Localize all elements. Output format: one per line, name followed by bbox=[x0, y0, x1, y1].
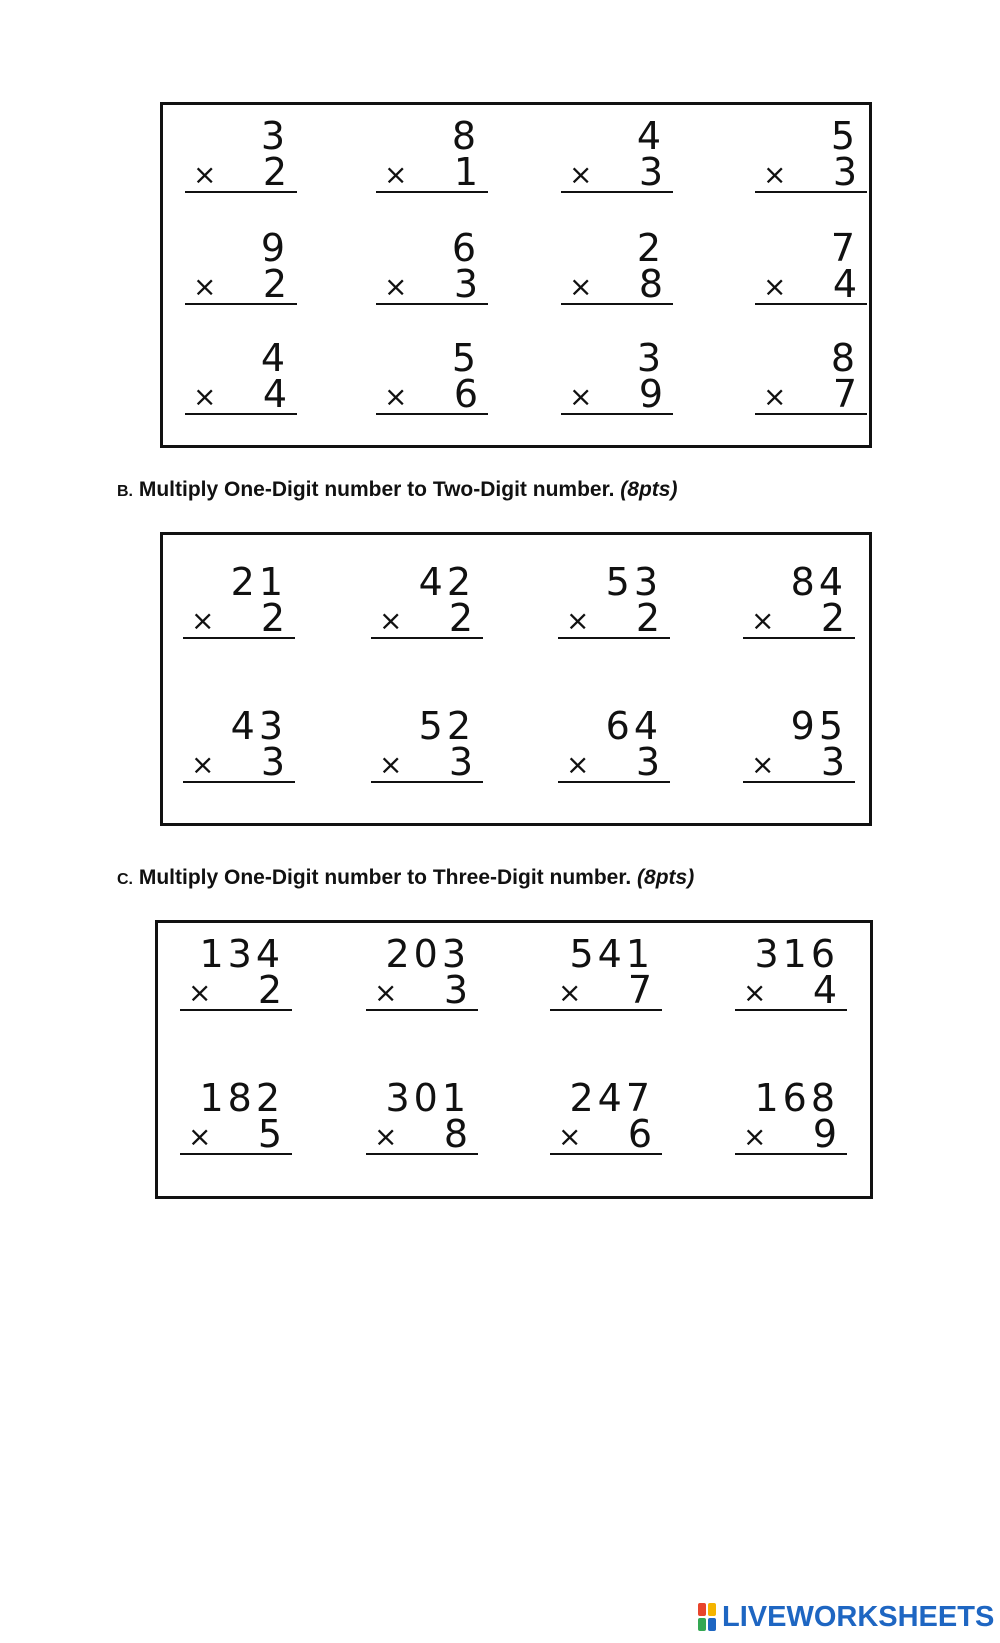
section-c-title: Multiply One-Digit number to Three-Digit number. bbox=[138, 866, 632, 889]
multiplicand: 247 bbox=[569, 1076, 654, 1120]
multiplier: 2 bbox=[257, 968, 282, 1012]
multiplier: 2 bbox=[635, 596, 660, 640]
multiplier: 2 bbox=[262, 150, 287, 194]
multiplicand: 42 bbox=[418, 560, 475, 604]
logo-tile bbox=[698, 1603, 706, 1616]
multiplicand: 134 bbox=[199, 932, 284, 976]
section-b-title: Multiply One-Digit number to Two-Digit number. bbox=[138, 478, 615, 501]
multiplier: 6 bbox=[453, 372, 478, 416]
answer-line bbox=[561, 372, 673, 416]
times-icon: × bbox=[374, 976, 398, 1009]
multiplication-problem bbox=[183, 560, 295, 640]
answer-line bbox=[180, 1112, 292, 1156]
multiplication-problem bbox=[735, 932, 847, 1012]
times-icon: × bbox=[566, 748, 590, 781]
logo-mark-icon bbox=[698, 1603, 716, 1631]
multiplier: 7 bbox=[627, 968, 652, 1012]
multiplicand: 316 bbox=[754, 932, 839, 976]
times-icon: × bbox=[384, 380, 408, 413]
logo-tile bbox=[708, 1603, 716, 1616]
answer-line bbox=[550, 1112, 662, 1156]
multiplier: 3 bbox=[443, 968, 468, 1012]
times-icon: × bbox=[193, 380, 217, 413]
multiplicand: 203 bbox=[385, 932, 470, 976]
multiplication-problem bbox=[376, 226, 488, 306]
times-icon: × bbox=[751, 604, 775, 637]
answer-line bbox=[561, 262, 673, 306]
answer-line bbox=[376, 262, 488, 306]
multiplicand: 4 bbox=[636, 114, 665, 158]
times-icon: × bbox=[379, 604, 403, 637]
multiplier: 9 bbox=[638, 372, 663, 416]
logo-tile bbox=[708, 1618, 716, 1631]
multiplier: 9 bbox=[812, 1112, 837, 1156]
answer-line bbox=[180, 968, 292, 1012]
multiplicand: 43 bbox=[230, 704, 287, 748]
multiplicand: 95 bbox=[790, 704, 847, 748]
multiplication-problem bbox=[371, 704, 483, 784]
multiplicand: 301 bbox=[385, 1076, 470, 1120]
multiplicand: 5 bbox=[830, 114, 859, 158]
multiplication-problem bbox=[735, 1076, 847, 1156]
multiplier: 3 bbox=[820, 740, 845, 784]
multiplicand: 541 bbox=[569, 932, 654, 976]
times-icon: × bbox=[763, 380, 787, 413]
multiplier: 4 bbox=[812, 968, 837, 1012]
section-b-points: (8pts) bbox=[620, 478, 678, 501]
section-c-letter: C. bbox=[117, 871, 133, 888]
section-c-points: (8pts) bbox=[637, 866, 695, 889]
answer-line bbox=[558, 740, 670, 784]
liveworksheets-logo bbox=[698, 1600, 994, 1634]
multiplicand: 3 bbox=[636, 336, 665, 380]
multiplication-problem bbox=[743, 704, 855, 784]
times-icon: × bbox=[379, 748, 403, 781]
answer-line bbox=[185, 372, 297, 416]
answer-line bbox=[376, 372, 488, 416]
multiplier: 4 bbox=[262, 372, 287, 416]
multiplication-problem bbox=[185, 226, 297, 306]
times-icon: × bbox=[193, 270, 217, 303]
times-icon: × bbox=[384, 270, 408, 303]
answer-line bbox=[366, 1112, 478, 1156]
multiplication-problem bbox=[366, 932, 478, 1012]
multiplication-problem bbox=[755, 226, 867, 306]
multiplication-problem bbox=[371, 560, 483, 640]
multiplication-problem bbox=[183, 704, 295, 784]
multiplicand: 4 bbox=[260, 336, 289, 380]
answer-line bbox=[755, 372, 867, 416]
multiplication-problem bbox=[376, 336, 488, 416]
multiplier: 2 bbox=[820, 596, 845, 640]
answer-line bbox=[743, 596, 855, 640]
section-b-box bbox=[160, 532, 872, 826]
answer-line bbox=[185, 262, 297, 306]
multiplier: 3 bbox=[453, 262, 478, 306]
multiplication-problem bbox=[550, 932, 662, 1012]
multiplicand: 3 bbox=[260, 114, 289, 158]
times-icon: × bbox=[558, 1120, 582, 1153]
times-icon: × bbox=[374, 1120, 398, 1153]
answer-line bbox=[185, 150, 297, 194]
section-c-box bbox=[155, 920, 873, 1199]
multiplicand: 182 bbox=[199, 1076, 284, 1120]
answer-line bbox=[371, 596, 483, 640]
multiplier: 2 bbox=[448, 596, 473, 640]
times-icon: × bbox=[188, 976, 212, 1009]
answer-line bbox=[755, 262, 867, 306]
answer-line bbox=[550, 968, 662, 1012]
multiplicand: 64 bbox=[605, 704, 662, 748]
multiplier: 1 bbox=[453, 150, 478, 194]
times-icon: × bbox=[193, 158, 217, 191]
multiplication-problem bbox=[558, 704, 670, 784]
answer-line bbox=[558, 596, 670, 640]
times-icon: × bbox=[743, 1120, 767, 1153]
answer-line bbox=[183, 596, 295, 640]
logo-tile bbox=[698, 1618, 706, 1631]
section-b-letter: B. bbox=[117, 483, 133, 500]
times-icon: × bbox=[384, 158, 408, 191]
answer-line bbox=[376, 150, 488, 194]
multiplicand: 6 bbox=[451, 226, 480, 270]
multiplication-problem bbox=[376, 114, 488, 194]
times-icon: × bbox=[188, 1120, 212, 1153]
multiplicand: 7 bbox=[830, 226, 859, 270]
answer-line bbox=[735, 968, 847, 1012]
multiplier: 8 bbox=[443, 1112, 468, 1156]
times-icon: × bbox=[558, 976, 582, 1009]
multiplier: 5 bbox=[257, 1112, 282, 1156]
times-icon: × bbox=[751, 748, 775, 781]
multiplier: 3 bbox=[638, 150, 663, 194]
answer-line bbox=[371, 740, 483, 784]
multiplier: 8 bbox=[638, 262, 663, 306]
multiplicand: 21 bbox=[230, 560, 287, 604]
multiplicand: 53 bbox=[605, 560, 662, 604]
multiplication-problem bbox=[550, 1076, 662, 1156]
answer-line bbox=[743, 740, 855, 784]
multiplicand: 2 bbox=[636, 226, 665, 270]
multiplication-problem bbox=[743, 560, 855, 640]
multiplication-problem bbox=[561, 226, 673, 306]
multiplicand: 5 bbox=[451, 336, 480, 380]
multiplication-problem bbox=[180, 1076, 292, 1156]
section-b-heading bbox=[117, 478, 677, 502]
multiplicand: 8 bbox=[451, 114, 480, 158]
multiplier: 3 bbox=[635, 740, 660, 784]
multiplication-problem bbox=[558, 560, 670, 640]
section-a-box bbox=[160, 102, 872, 448]
multiplicand: 52 bbox=[418, 704, 475, 748]
multiplication-problem bbox=[755, 114, 867, 194]
times-icon: × bbox=[569, 158, 593, 191]
multiplication-problem bbox=[366, 1076, 478, 1156]
multiplier: 7 bbox=[832, 372, 857, 416]
multiplier: 3 bbox=[448, 740, 473, 784]
times-icon: × bbox=[569, 270, 593, 303]
multiplicand: 168 bbox=[754, 1076, 839, 1120]
answer-line bbox=[735, 1112, 847, 1156]
times-icon: × bbox=[191, 604, 215, 637]
section-c-heading bbox=[117, 866, 694, 890]
answer-line bbox=[755, 150, 867, 194]
multiplication-problem bbox=[185, 114, 297, 194]
multiplication-problem bbox=[561, 336, 673, 416]
multiplier: 6 bbox=[627, 1112, 652, 1156]
multiplication-problem bbox=[185, 336, 297, 416]
brand-name: LIVEWORKSHEETS bbox=[722, 1600, 995, 1633]
times-icon: × bbox=[566, 604, 590, 637]
multiplier: 3 bbox=[832, 150, 857, 194]
times-icon: × bbox=[763, 158, 787, 191]
times-icon: × bbox=[569, 380, 593, 413]
multiplicand: 8 bbox=[830, 336, 859, 380]
multiplication-problem bbox=[561, 114, 673, 194]
answer-line bbox=[366, 968, 478, 1012]
multiplication-problem bbox=[755, 336, 867, 416]
times-icon: × bbox=[743, 976, 767, 1009]
multiplicand: 9 bbox=[260, 226, 289, 270]
multiplier: 2 bbox=[260, 596, 285, 640]
multiplier: 4 bbox=[832, 262, 857, 306]
multiplier: 2 bbox=[262, 262, 287, 306]
times-icon: × bbox=[191, 748, 215, 781]
times-icon: × bbox=[763, 270, 787, 303]
multiplicand: 84 bbox=[790, 560, 847, 604]
answer-line bbox=[183, 740, 295, 784]
answer-line bbox=[561, 150, 673, 194]
multiplier: 3 bbox=[260, 740, 285, 784]
multiplication-problem bbox=[180, 932, 292, 1012]
